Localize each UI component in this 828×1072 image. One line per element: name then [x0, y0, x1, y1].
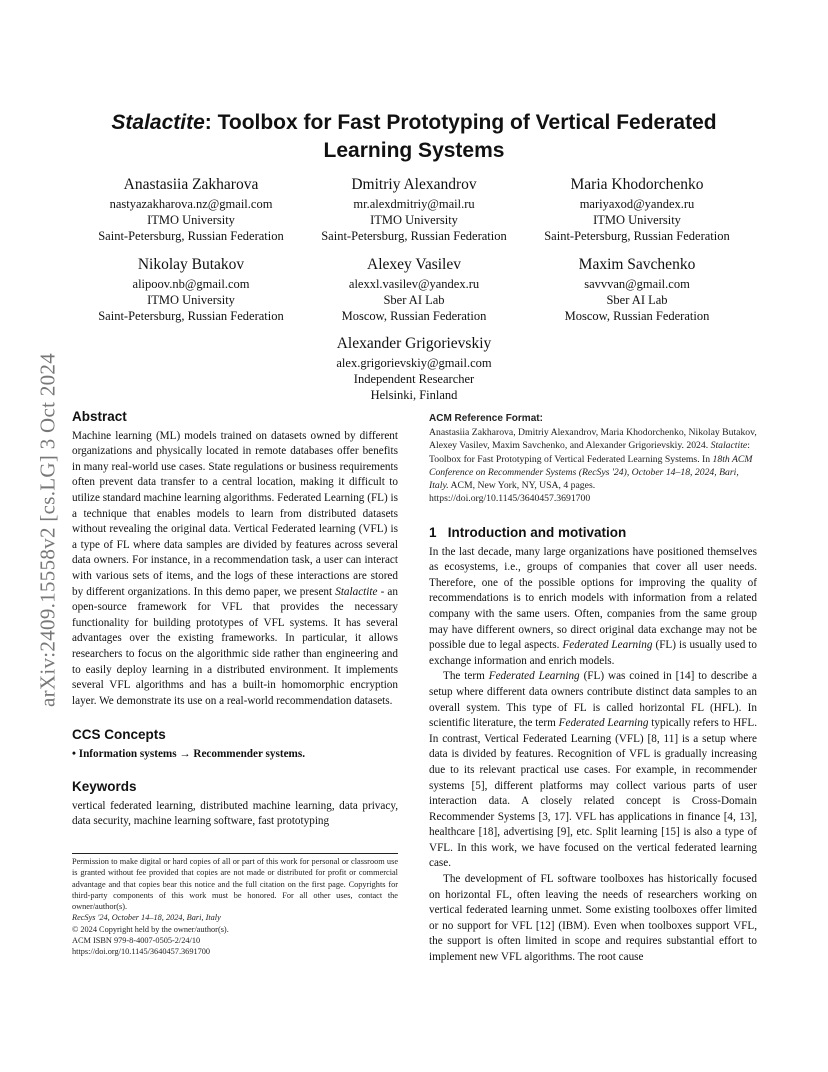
acm-ref-part: : Toolbox for Fast Prototyping of Vertical Federated Learning Systems. In	[429, 440, 750, 465]
title-line2: Learning Systems	[323, 139, 505, 162]
acm-ref-part: Anastasiia Zakharova, Dmitriy Alexandrov, Maria Khodorchenko, Nikolay Butakov, Alexey Vasilev, Maxim Savchenko, and Alexander Grigorievskiy. 2024.	[429, 427, 757, 452]
author-email: nastyazakharova.nz@gmail.com	[109, 197, 273, 211]
author-affiliation: ITMO University	[147, 293, 235, 307]
author-name: Nikolay Butakov	[137, 256, 245, 273]
author-name: Alexander Grigorievskiy	[336, 335, 492, 352]
author-email: alex.grigorievskiy@gmail.com	[336, 356, 492, 370]
intro-paragraph-3: The development of FL software toolboxes has historically focused on horizontal FL, often leaving the needs of researchers working on vertical federated learning unmet. Some existing toolboxes offer limited or no support for VFL [12] (IBM). Even when toolboxes support VFL, the support is often limited in scope and requires substantial effort to implement new VFL algorithms. The root cause	[429, 873, 757, 964]
acm-reference	[429, 412, 757, 505]
author-block	[512, 255, 762, 324]
author-name: Maria Khodorchenko	[570, 176, 704, 193]
intro-text: (FL) is usually used to exchange information and enrich models.	[429, 639, 758, 667]
keywords-heading: Keywords	[72, 779, 137, 794]
author-location: Saint-Petersburg, Russian Federation	[321, 229, 507, 243]
introduction-section	[429, 525, 757, 966]
arxiv-identifier: arXiv:2409.15558v2 [cs.LG] 3 Oct 2024	[35, 352, 60, 708]
author-location: Saint-Petersburg, Russian Federation	[544, 229, 730, 243]
author-block	[289, 255, 539, 324]
isbn-line: ACM ISBN 979-8-4007-0505-2/24/10	[72, 936, 201, 946]
intro-heading: 1 Introduction and motivation	[429, 525, 627, 540]
author-block	[289, 175, 539, 244]
author-location: Helsinki, Finland	[370, 388, 458, 402]
intro-italic: Federated Learning	[562, 639, 653, 652]
author-email: mr.alexdmitriy@mail.ru	[353, 197, 475, 211]
abstract-text-part: Machine learning (ML) models trained on datasets owned by different organizations and physically located in remote databases offer benefits in many real-world use cases. State regulations or business requirements often prevent data transfer to a central location, making it difficult to utilize standard machine learning algorithms. Federated Learning (FL) is a technique that enables models to learn from distributed datasets without revealing the original data. Vertical Federated learning (VFL) is a type of FL where data samples are divided by features across several data owners. For instance, in a recommendation task, a user can interact with various sets of items, and the logs of these interactions are stored by different organizations. In this demo paper, we present	[72, 429, 398, 598]
intro-paragraph-2	[429, 669, 757, 872]
ccs-section	[72, 727, 398, 762]
author-email: mariyaxod@yandex.ru	[579, 197, 695, 211]
author-name: Maxim Savchenko	[578, 256, 696, 273]
permission-block	[72, 856, 398, 958]
author-affiliation: Sber AI Lab	[383, 293, 445, 307]
author-affiliation: Sber AI Lab	[606, 293, 668, 307]
ccs-text: • Information systems → Recommender systems.	[72, 747, 306, 760]
author-location: Saint-Petersburg, Russian Federation	[98, 309, 284, 323]
keywords-text: vertical federated learning, distributed machine learning, data privacy, data security, machine learning software, fast prototyping	[72, 799, 398, 828]
author-affiliation: ITMO University	[593, 213, 681, 227]
venue-line: RecSys '24, October 14–18, 2024, Bari, Italy	[72, 913, 221, 923]
author-location: Moscow, Russian Federation	[341, 309, 487, 323]
author-block	[289, 334, 539, 403]
author-affiliation: ITMO University	[147, 213, 235, 227]
intro-italic: Federated Learning	[558, 717, 649, 730]
author-name: Alexey Vasilev	[367, 256, 461, 273]
author-affiliation: ITMO University	[370, 213, 458, 227]
doi-line: https://doi.org/10.1145/3640457.3691700	[72, 947, 211, 957]
intro-paragraph-1	[429, 545, 757, 670]
author-location: Moscow, Russian Federation	[564, 309, 710, 323]
permission-text: Permission to make digital or hard copies of all or part of this work for personal or classroom use is granted without fee provided that copies are not made or distributed for profit or commercial advantage and that copies bear this notice and the full citation on the first page. Copyrights for third-party components of this work must be honored. For all other uses, contact the owner/author(s).	[72, 857, 398, 912]
author-name: Dmitriy Alexandrov	[351, 176, 477, 193]
acm-ref-italic: 18th ACM Conference on Recommender Systems (RecSys '24), October 14–18, 2024, Bari, Italy.	[429, 453, 753, 492]
author-name: Anastasiia Zakharova	[123, 176, 259, 193]
author-email: alexxl.vasilev@yandex.ru	[348, 277, 480, 291]
abstract-text-part: - an open-source framework for VFL that provides the necessary functionality for building prototypes of VFL systems. It has several advantages over the existing frameworks. In particular, it allows researchers to focus on the algorithmic side rather than engineering and to easily deploy learning in a distributed environment. It implements several VFL algorithms and has a built-in homomorphic encryption layer. We demonstrate its use on a real-world recommendation datasets.	[72, 585, 398, 707]
acm-ref-italic: Stalactite	[710, 440, 748, 452]
author-block	[512, 175, 762, 244]
abstract-text	[72, 429, 398, 710]
arxiv-sidebar	[28, 300, 68, 760]
author-email: alipoov.nb@gmail.com	[132, 277, 250, 291]
paper-title	[70, 109, 758, 165]
abstract-heading: Abstract	[72, 409, 127, 424]
author-affiliation: Independent Researcher	[353, 372, 475, 386]
abstract-section	[72, 409, 398, 709]
author-location: Saint-Petersburg, Russian Federation	[98, 229, 284, 243]
ccs-heading: CCS Concepts	[72, 727, 166, 742]
title-line1: : Toolbox for Fast Prototyping of Vertical Federated	[204, 111, 717, 134]
keywords-section	[72, 779, 398, 830]
intro-text: In the last decade, many large organizations have positioned themselves as ecosystems, i.e., groups of companies that cover all user needs. Therefore, one of the possible options for improving the quality of recommendations is to enrich models with information from a related company with the same users. Often, companies from the same group may have different owners, so direct original data exchange may not be possible due to legal aspects.	[429, 545, 757, 652]
acm-reference-text	[429, 426, 757, 505]
intro-text: The term	[443, 670, 489, 683]
acm-reference-heading: ACM Reference Format:	[429, 413, 543, 424]
title-italic: Stalactite	[111, 111, 205, 134]
intro-italic: Federated Learning	[488, 670, 580, 683]
abstract-tool-name: Stalactite	[335, 585, 378, 598]
footnote-divider	[72, 853, 398, 854]
author-block	[66, 175, 316, 244]
intro-text: typically refers to HFL. In contrast, Vertical Federated Learning (VFL) [8, 11] is a setup where data is divided by features. Recognition of VFL is gradually increasing due to its relevant practical use cases. For example, in recommender systems [5], different platforms may collect various parts of user interaction data. A closely related concept is Cross-Domain Recommender Systems [3, 17]. VFL has applications in finance [4, 13], healthcare [18], advertising [9], etc. Split learning [15] is also a type of VFL. In this work, we have focused on the vertical federated learning case.	[429, 717, 758, 870]
copyright-line: © 2024 Copyright held by the owner/author(s).	[72, 924, 229, 934]
author-block	[66, 255, 316, 324]
intro-text: (FL) was coined in [14] to describe a setup where different data owners contribute distinct data samples to an overall system. This type of FL is called horizontal FL (HFL). In scientific literature, the term	[429, 670, 757, 730]
author-email: savvvan@gmail.com	[584, 277, 690, 291]
acm-ref-part: ACM, New York, NY, USA, 4 pages. https://doi.org/10.1145/3640457.3691700	[429, 480, 596, 505]
